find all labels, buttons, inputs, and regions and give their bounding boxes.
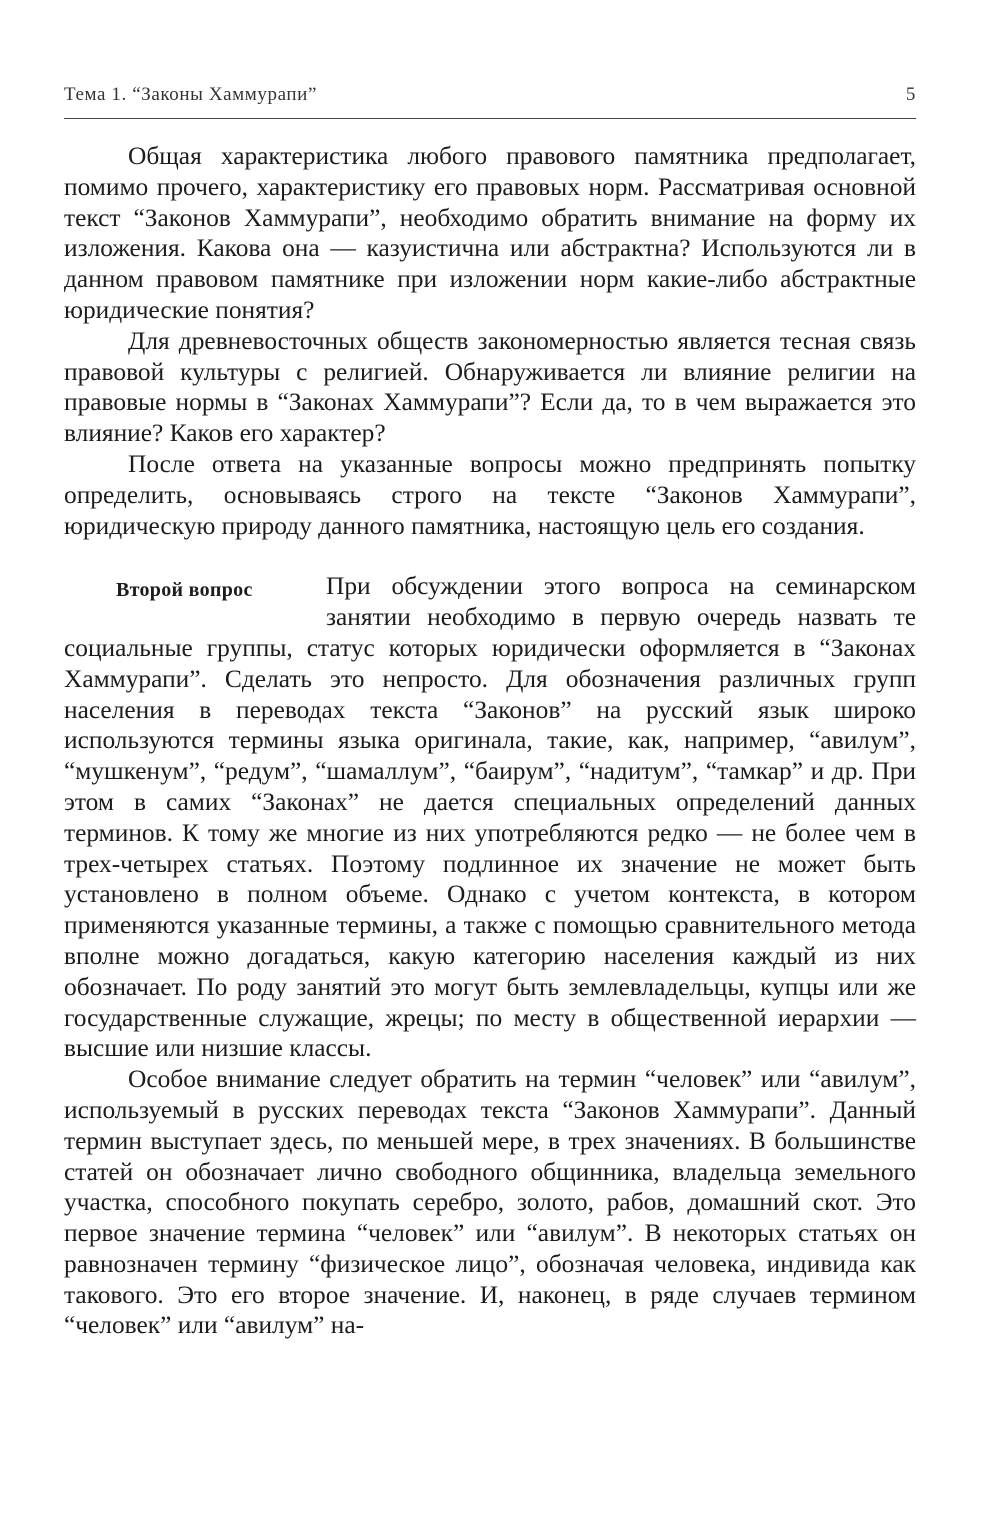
section-gap: [64, 541, 916, 571]
main-text: [64, 141, 916, 1341]
header-rule: [64, 118, 916, 119]
second-question-section: [64, 571, 916, 1341]
section-lead-paragraph: При обсуждении этого вопроса на семинарском занятии необходимо в первую очередь назвать те социальные группы, статус которых юридически оформляется в “Законах Хаммурапи”. Сделать это непросто. Для обозначения различных групп населения в переводах текста “Законов” на русский язык широко используются термины языка оригинала, такие, как, например, “авилум”, “мушкенум”, “редум”, “шамаллум”, “баирум”, “надитум”, “тамкар” и др. При этом в самих “Законах” не дается специальных определений данных терминов. К тому же многие из них употребляются редко — не более чем в трех-четырех статьях. Поэтому подлинное их значение не может быть установлено в полном объеме. Однако с учетом контекста, в котором применяются указанные термины, а также с помощью сравнительного метода вполне можно догадаться, какую категорию населения каждый из них обозначает. По роду занятий это могут быть землевладельцы, купцы или же государственные служащие, жрецы; по месту в общественной иерархии — высшие или низшие классы.: [64, 572, 916, 1063]
section-paragraph-2: Особое внимание следует обратить на термин “человек” или “авилум”, используемый в русских переводах текста “Законов Хаммурапи”. Данный термин выступает здесь, по меньшей мере, в трех значениях. В большинстве статей он обозначает лично свободного общинника, владельца земельного участка, способного покупать серебро, золото, рабов, домашний скот. Это первое значение термина “человек” или “авилум”. В некоторых статьях он равнозначен термину “физическое лицо”, обозначая человека, индивида как такового. Это его второе значение. И, наконец, в ряде случаев термином “человек” или “авилум” на-: [64, 1065, 916, 1340]
section-heading: Второй вопрос: [116, 579, 253, 602]
book-page: [64, 84, 916, 1341]
running-title: Тема 1. “Законы Хаммурапи”: [64, 84, 317, 105]
paragraph-intro-1: Общая характеристика любого правового памятника предполагает, помимо прочего, характеристику его правовых норм. Рассматривая основной текст “Законов Хаммурапи”, необходимо обратить внимание на форму их изложения. Какова она — казуистична или абстрактна? Используются ли в данном правовом памятнике при изложении норм какие-либо абстрактные юридические понятия?: [64, 142, 916, 324]
running-head: [64, 84, 916, 114]
page-number: 5: [905, 84, 916, 105]
paragraph-intro-3: После ответа на указанные вопросы можно предпринять попытку определить, основываясь строго на тексте “Законов Хаммурапи”, юридическую природу данного памятника, настоящую цель его создания.: [64, 449, 916, 540]
paragraph-intro-2: Для древневосточных обществ закономерностью является тесная связь правовой культуры с религией. Обнаруживается ли влияние религии на правовые нормы в “Законах Хаммурапи”? Если да, то в чем выражается это влияние? Каков его характер?: [64, 326, 916, 448]
